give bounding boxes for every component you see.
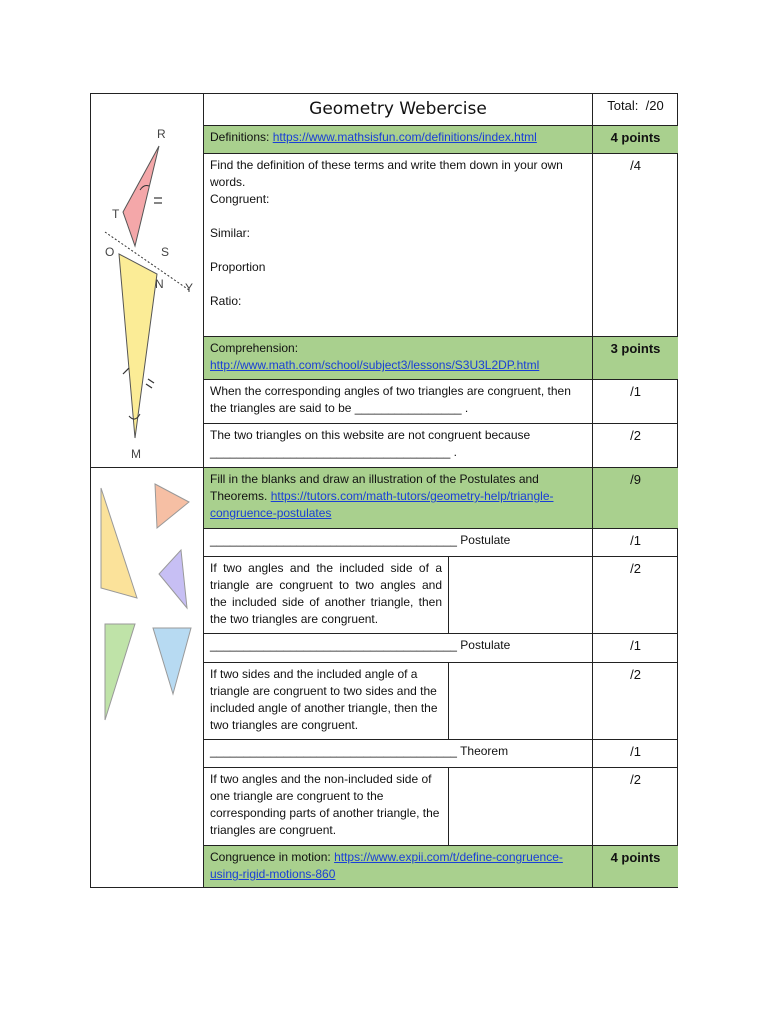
definitions-points: 4 points <box>592 125 678 153</box>
total-score <box>592 94 678 125</box>
vertex-label-m: M <box>131 447 141 461</box>
illustration-box-1[interactable] <box>448 556 592 633</box>
vertex-label-y: Y <box>185 281 194 295</box>
vertex-label-t: T <box>112 207 120 221</box>
postulates-label: Fill in the blanks and draw an illustration of the Postulates and Theorems. <box>210 472 539 503</box>
comprehension-points: 3 points <box>592 336 678 379</box>
comprehension-label: Comprehension: <box>210 341 299 355</box>
motion-link[interactable]: https://www.expii.com/t/define-congruence-using-rigid-motions-860 <box>210 850 563 881</box>
theorem-desc-score: /2 <box>592 767 678 845</box>
total-label: Total: <box>607 98 639 113</box>
illustration-box-3[interactable] <box>448 767 592 845</box>
term-ratio: Ratio: <box>210 294 242 308</box>
comprehension-q2-score: /2 <box>592 423 678 467</box>
total-value: /20 <box>645 98 664 113</box>
theorem-blank: _____________________________________ <box>210 744 457 758</box>
theorem-kind: Theorem <box>460 744 509 758</box>
theorem-desc: If two angles and the non-included side of one triangle are congruent to the corresponding parts of another triangle, the triangles are congruent. <box>203 767 448 845</box>
congruent-triangles-figure <box>91 468 202 888</box>
postulate-blank-row-1 <box>203 528 592 556</box>
comprehension-link[interactable]: http://www.math.com/school/subject3/lessons/S3U3L2DP.html <box>210 358 540 372</box>
figure-cell-1 <box>91 94 203 467</box>
worksheet-grid <box>90 93 678 888</box>
postulate-kind-1: Postulate <box>460 533 511 547</box>
term-similar: Similar: <box>210 226 251 240</box>
postulate-desc-score-2: /2 <box>592 662 678 739</box>
motion-points: 4 points <box>592 845 678 887</box>
term-proportion: Proportion <box>210 260 266 274</box>
vertex-label-r: R <box>157 127 166 141</box>
postulate-desc-score-1: /2 <box>592 556 678 633</box>
motion-header <box>203 845 592 887</box>
comprehension-q1-score: /1 <box>592 379 678 423</box>
postulates-link[interactable]: https://tutors.com/math-tutors/geometry-help/triangle-congruence-postulates <box>210 489 554 520</box>
postulate-desc-2: If two sides and the included angle of a triangle are congruent to two sides and the included angle of another triangle, then the two triangles are congruent. <box>203 662 448 739</box>
definitions-body <box>203 153 592 336</box>
figure-cell-2 <box>91 467 203 888</box>
theorem-blank-row <box>203 739 592 767</box>
postulates-header <box>203 467 592 528</box>
definitions-instruction: Find the definition of these terms and write them down in your own words. <box>210 158 563 189</box>
postulate-blank-row-2 <box>203 633 592 662</box>
definitions-label: Definitions: <box>210 130 270 144</box>
vertex-label-s: S <box>161 245 170 259</box>
theorem-score: /1 <box>592 739 678 767</box>
postulate-blank-1: _____________________________________ <box>210 533 457 547</box>
comprehension-q1: When the corresponding angles of two triangles are congruent, then the triangles are said to be ________________ . <box>203 379 592 423</box>
postulates-score: /9 <box>592 467 678 528</box>
definitions-score: /4 <box>592 153 678 336</box>
comprehension-header <box>203 336 592 379</box>
page-title: Geometry Webercise <box>203 94 592 125</box>
vertex-label-o: O <box>105 245 115 259</box>
postulate-blank-2: _____________________________________ <box>210 638 457 652</box>
postulate-desc-1: If two angles and the included side of a triangle are congruent to two angles and the included side of another triangle, then the two triangles are congruent. <box>203 556 448 633</box>
postulate-score-2: /1 <box>592 633 678 662</box>
term-congruent: Congruent: <box>210 192 270 206</box>
definitions-link[interactable]: https://www.mathsisfun.com/definitions/index.html <box>272 130 537 144</box>
definitions-header <box>203 125 592 153</box>
vertex-label-n: N <box>155 277 164 291</box>
postulate-score-1: /1 <box>592 528 678 556</box>
motion-label: Congruence in motion: <box>210 850 331 864</box>
comprehension-q2: The two triangles on this website are not congruent because ____________________________________ . <box>203 423 592 467</box>
postulate-kind-2: Postulate <box>460 638 511 652</box>
illustration-box-2[interactable] <box>448 662 592 739</box>
reflected-triangles-figure <box>91 94 202 466</box>
